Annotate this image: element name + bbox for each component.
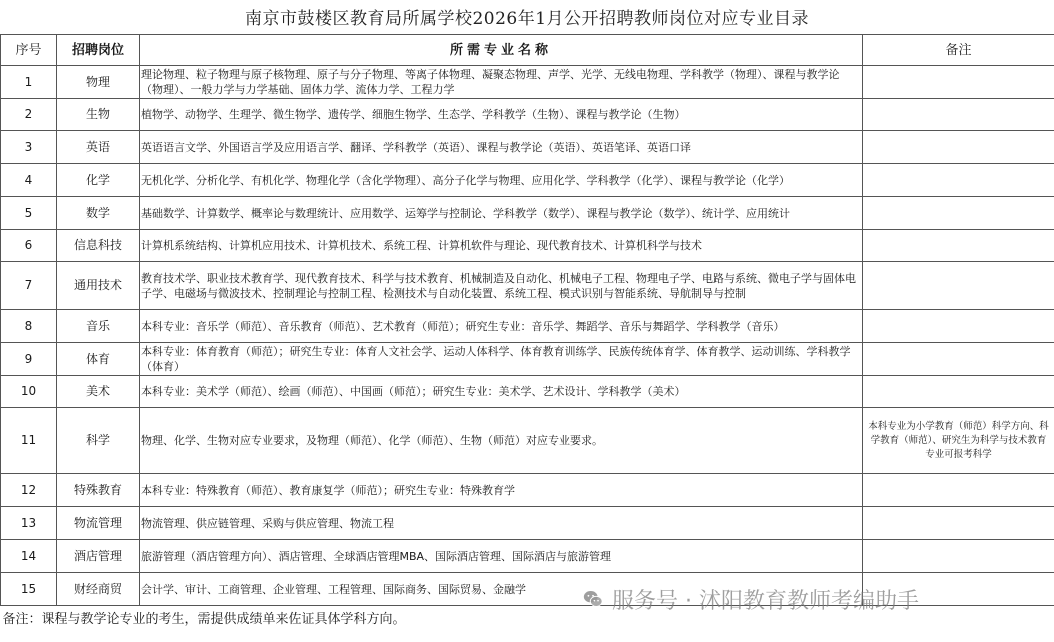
row-seq: 10 [1, 376, 57, 408]
row-post: 英语 [57, 131, 140, 164]
watermark-text: 服务号 · 沭阳教育教师考编助手 [612, 588, 919, 614]
row-seq: 11 [1, 408, 57, 474]
row-seq: 8 [1, 310, 57, 343]
table-row [1, 99, 1054, 131]
row-majors: 计算机系统结构、计算机应用技术、计算机技术、系统工程、计算机软件与理论、现代教育技术、计算机科学与技术 [140, 230, 863, 262]
row-seq: 7 [1, 262, 57, 310]
row-seq: 12 [1, 474, 57, 507]
row-seq: 13 [1, 507, 57, 540]
row-seq: 14 [1, 540, 57, 573]
table-row [1, 310, 1054, 343]
row-post: 美术 [57, 376, 140, 408]
table-row [1, 230, 1054, 262]
row-majors: 会计学、审计、工商管理、企业管理、工程管理、国际商务、国际贸易、金融学 [140, 573, 863, 606]
row-remark [863, 474, 1054, 507]
row-post: 酒店管理 [57, 540, 140, 573]
row-seq: 6 [1, 230, 57, 262]
row-seq: 2 [1, 99, 57, 131]
row-majors: 旅游管理（酒店管理方向）、酒店管理、全球酒店管理MBA、国际酒店管理、国际酒店与旅游管理 [140, 540, 863, 573]
table-row [1, 164, 1054, 197]
footnote-row [1, 606, 1054, 633]
row-remark [863, 573, 1054, 606]
row-majors: 物理、化学、生物对应专业要求，及物理（师范）、化学（师范）、生物（师范）对应专业要求。 [140, 408, 863, 474]
row-seq: 5 [1, 197, 57, 230]
row-remark [863, 99, 1054, 131]
row-remark [863, 131, 1054, 164]
row-majors: 植物学、动物学、生理学、微生物学、遗传学、细胞生物学、生态学、学科教学（生物）、课程与教学论（生物） [140, 99, 863, 131]
row-majors: 教育技术学、职业技术教育学、现代教育技术、科学与技术教育、机械制造及自动化、机械电子工程、物理电子学、电路与系统、微电子学与固体电子学、电磁场与微波技术、控制理论与控制工程、检测技术与自动化装置、系统工程、模式识别与智能系统、导航制导与控制 [140, 262, 863, 310]
row-remark [863, 310, 1054, 343]
row-remark [863, 376, 1054, 408]
table-row [1, 474, 1054, 507]
row-remark [863, 507, 1054, 540]
row-majors: 本科专业：美术学（师范）、绘画（师范）、中国画（师范）；研究生专业：美术学、艺术设计、学科教学（美术） [140, 376, 863, 408]
table-row [1, 197, 1054, 230]
row-majors: 本科专业：体育教育（师范）；研究生专业：体育人文社会学、运动人体科学、体育教育训练学、民族传统体育学、体育教学、运动训练、学科教学（体育） [140, 343, 863, 376]
header-majors: 所需专业名称 [140, 35, 863, 66]
table-row [1, 376, 1054, 408]
table-row [1, 66, 1054, 99]
row-post: 科学 [57, 408, 140, 474]
row-remark [863, 164, 1054, 197]
row-post: 财经商贸 [57, 573, 140, 606]
row-remark [863, 197, 1054, 230]
table-row [1, 262, 1054, 310]
row-post: 通用技术 [57, 262, 140, 310]
row-seq: 4 [1, 164, 57, 197]
row-post: 物流管理 [57, 507, 140, 540]
row-post: 特殊教育 [57, 474, 140, 507]
header-remark: 备注 [863, 35, 1054, 66]
row-seq: 3 [1, 131, 57, 164]
majors-table [0, 34, 1054, 632]
row-post: 数学 [57, 197, 140, 230]
row-remark: 本科专业为小学教育（师范）科学方向、科学教育（师范）、研究生为科学与技术教育专业可报考科学 [863, 408, 1054, 474]
row-seq: 9 [1, 343, 57, 376]
table-row [1, 131, 1054, 164]
row-majors: 物流管理、供应链管理、采购与供应管理、物流工程 [140, 507, 863, 540]
row-post: 生物 [57, 99, 140, 131]
row-majors: 英语语言文学、外国语言学及应用语言学、翻译、学科教学（英语）、课程与教学论（英语）、英语笔译、英语口译 [140, 131, 863, 164]
row-remark [863, 230, 1054, 262]
row-remark [863, 262, 1054, 310]
table-header-row [1, 35, 1054, 66]
header-post: 招聘岗位 [57, 35, 140, 66]
footnote: 备注：课程与教学论专业的考生，需提供成绩单来佐证具体学科方向。 [2, 611, 406, 627]
row-remark [863, 540, 1054, 573]
row-post: 化学 [57, 164, 140, 197]
table-row [1, 408, 1054, 474]
row-majors: 理论物理、粒子物理与原子核物理、原子与分子物理、等离子体物理、凝聚态物理、声学、光学、无线电物理、学科教学（物理）、课程与教学论（物理）、一般力学与力学基础、固体力学、流体力学、工程力学 [140, 66, 863, 99]
row-majors: 本科专业：特殊教育（师范）、教育康复学（师范）；研究生专业：特殊教育学 [140, 474, 863, 507]
row-remark [863, 66, 1054, 99]
row-majors: 无机化学、分析化学、有机化学、物理化学（含化学物理）、高分子化学与物理、应用化学、学科教学（化学）、课程与教学论（化学） [140, 164, 863, 197]
page-title: 南京市鼓楼区教育局所属学校2026年1月公开招聘教师岗位对应专业目录 [244, 9, 810, 29]
table-row [1, 573, 1054, 606]
row-seq: 15 [1, 573, 57, 606]
header-seq: 序号 [1, 35, 57, 66]
row-majors: 基础数学、计算数学、概率论与数理统计、应用数学、运筹学与控制论、学科教学（数学）、课程与教学论（数学）、统计学、应用统计 [140, 197, 863, 230]
table-row [1, 343, 1054, 376]
row-seq: 1 [1, 66, 57, 99]
table-row [1, 507, 1054, 540]
row-post: 物理 [57, 66, 140, 99]
row-remark [863, 343, 1054, 376]
table-row [1, 540, 1054, 573]
row-post: 信息科技 [57, 230, 140, 262]
row-post: 体育 [57, 343, 140, 376]
row-majors: 本科专业：音乐学（师范）、音乐教育（师范）、艺术教育（师范）；研究生专业：音乐学、舞蹈学、音乐与舞蹈学、学科教学（音乐） [140, 310, 863, 343]
row-post: 音乐 [57, 310, 140, 343]
